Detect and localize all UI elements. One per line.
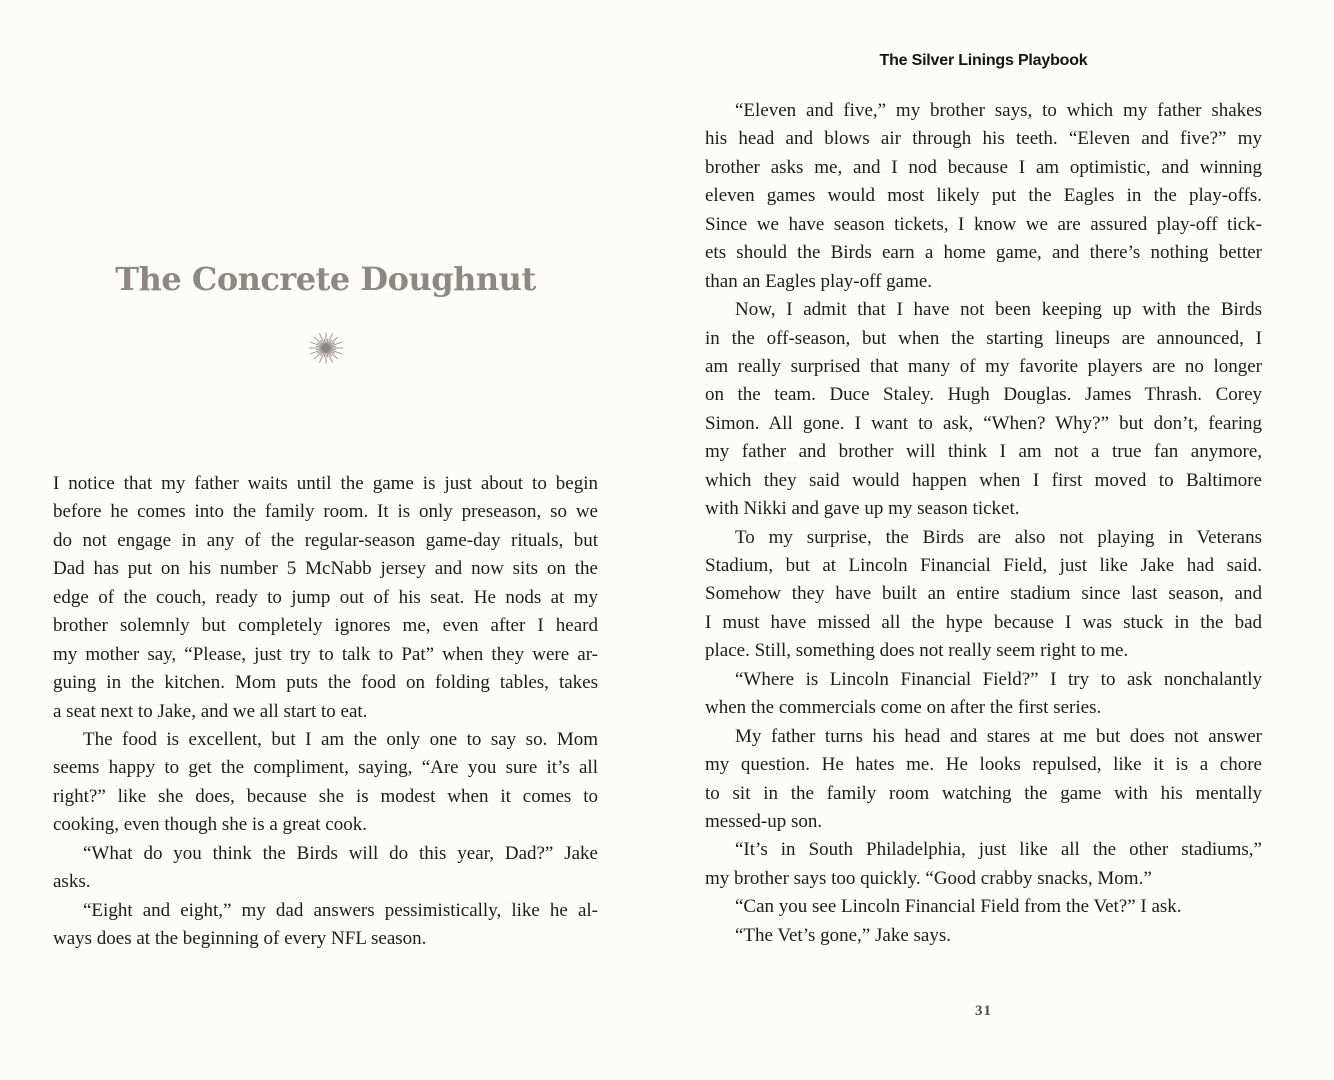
text-line: before he comes into the family room. It is only preseason, so we (53, 501, 598, 523)
starburst-ornament (53, 328, 598, 373)
text-line: ways does at the beginning of every NFL season. (53, 928, 427, 949)
text-line: Simon. All gone. I want to ask, “When? Why?” but don’t, fearing (705, 412, 1262, 434)
left-page (53, 0, 598, 1080)
text-line: ets should the Birds earn a home game, and there’s nothing better (705, 242, 1262, 264)
text-line: eleven games would most likely put the Eagles in the play-offs. (705, 185, 1262, 207)
text-line: in the off-season, but when the starting lineups are announced, I (705, 327, 1262, 349)
text-line: my father and brother will think I am not a true fan anymore, (705, 441, 1262, 463)
text-line: Somehow they have built an entire stadium since last season, and (705, 583, 1262, 605)
text-line: right?” like she does, because she is modest when it comes to (53, 785, 598, 807)
text-line: To my surprise, the Birds are also not playing in Veterans (735, 526, 1262, 548)
chapter-title: The Concrete Doughnut (115, 260, 536, 298)
text-line: my question. He hates me. He looks repulsed, like it is a chore (705, 754, 1262, 776)
right-page-body (705, 97, 1262, 950)
paragraph (705, 524, 1262, 666)
page-number: 31 (975, 1003, 992, 1019)
text-line: Dad has put on his number 5 McNabb jersey and now sits on the (53, 558, 598, 580)
left-page-body (53, 470, 598, 953)
text-line: My father turns his head and stares at me but does not answer (735, 725, 1262, 747)
text-line: “What do you think the Birds will do this year, Dad?” Jake (83, 842, 598, 864)
text-line: asks. (53, 871, 91, 893)
text-line: his head and blows air through his teeth. “Eleven and five?” my (705, 128, 1262, 150)
paragraph (705, 723, 1262, 837)
text-line: brother solemnly but completely ignores me, even after I heard (53, 615, 598, 637)
text-line: than an Eagles play-off game. (705, 270, 933, 292)
text-line: I must have missed all the hype because I was stuck in the bad (705, 611, 1262, 633)
text-line: seems happy to get the compliment, saying, “Are you sure it’s all (53, 757, 598, 779)
paragraph (705, 893, 1262, 921)
paragraph (53, 897, 598, 954)
text-line: Now, I admit that I have not been keeping up with the Birds (735, 299, 1262, 321)
right-page (705, 0, 1262, 1080)
text-line: “It’s in South Philadelphia, just like all the other stadiums,” (735, 839, 1262, 861)
text-line: Since we have season tickets, I know we are assured play-off tick- (705, 213, 1262, 235)
text-line: edge of the couch, ready to jump out of his seat. He nods at my (53, 586, 598, 608)
text-line: I notice that my father waits until the game is just about to begin (53, 473, 598, 494)
text-line: messed-up son. (705, 810, 823, 832)
text-line: do not engage in any of the regular-season game-day rituals, but (53, 529, 598, 551)
text-line: when the commercials come on after the first series. (705, 697, 1102, 719)
text-line: “Eight and eight,” my dad answers pessimistically, like he al- (83, 899, 598, 921)
text-line: my mother say, “Please, just try to talk to Pat” when they were ar- (53, 643, 598, 665)
text-line: “Where is Lincoln Financial Field?” I try to ask nonchalantly (735, 668, 1262, 690)
paragraph (53, 726, 598, 840)
text-line: am really surprised that many of my favorite players are no longer (705, 355, 1262, 377)
paragraph (705, 836, 1262, 893)
paragraph (53, 840, 598, 897)
paragraph (705, 296, 1262, 524)
paragraph (705, 922, 1262, 950)
paragraph (705, 97, 1262, 296)
text-line: “The Vet’s gone,” Jake says. (735, 924, 951, 946)
text-line: which they said would happen when I first moved to Baltimore (705, 469, 1262, 491)
text-line: on the team. Duce Staley. Hugh Douglas. James Thrash. Corey (705, 384, 1262, 406)
text-line: place. Still, something does not really seem right to me. (705, 640, 1129, 662)
text-line: my brother says too quickly. “Good crabby snacks, Mom.” (705, 867, 1152, 889)
text-line: “Eleven and five,” my brother says, to which my father shakes (735, 100, 1262, 121)
text-line: Stadium, but at Lincoln Financial Field, just like Jake had said. (705, 555, 1262, 576)
text-line: “Can you see Lincoln Financial Field from the Vet?” I ask. (735, 896, 1182, 918)
text-line: guing in the kitchen. Mom puts the food on folding tables, takes (53, 672, 598, 694)
text-line: a seat next to Jake, and we all start to eat. (53, 700, 368, 722)
paragraph (705, 666, 1262, 723)
text-line: brother asks me, and I nod because I am optimistic, and winning (705, 156, 1262, 178)
text-line: The food is excellent, but I am the only one to say so. Mom (83, 728, 598, 750)
text-line: with Nikki and gave up my season ticket. (705, 498, 1020, 520)
running-head: The Silver Linings Playbook (879, 52, 1088, 69)
text-line: cooking, even though she is a great cook. (53, 814, 367, 836)
text-line: to sit in the family room watching the game with his mentally (705, 782, 1262, 804)
paragraph (53, 470, 598, 726)
